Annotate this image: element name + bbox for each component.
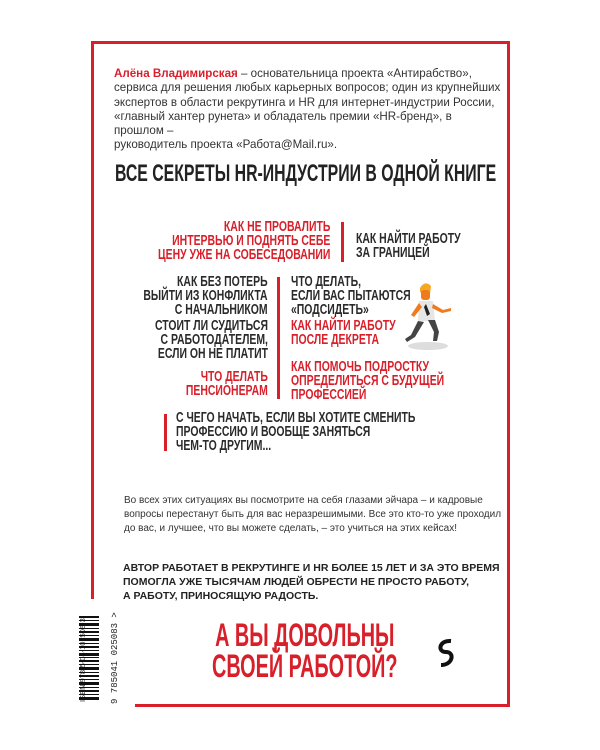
headline: ВСЕ СЕКРЕТЫ HR-ИНДУСТРИИ В ОДНОЙ КНИГЕ [115, 160, 497, 187]
summary-paragraph: Во всех этих ситуациях вы посмотрите на себя глазами эйчара – и кадровые вопросы перестанут быть для вас неразрешимыми. Все это кто-то уже проходил до вас, и лучшее, что вы можете сделать, – это учиться на этих кейсах! [124, 495, 502, 534]
divider-bar [164, 414, 167, 451]
topic-interview: КАК НЕ ПРОВАЛИТЬ ИНТЕРВЬЮ И ПОДНЯТЬ СЕБЕ ЦЕНУ УЖЕ НА СОБЕСЕДОВАНИИ [157, 219, 330, 263]
author-name: Алёна Владимирская [114, 67, 238, 80]
author-experience-note: АВТОР РАБОТАЕТ В РЕКРУТИНГЕ И HR БОЛЕЕ 15 ЛЕТ И ЗА ЭТО ВРЕМЯ ПОМОГЛА УЖЕ ТЫСЯЧАМ ЛЮДЕЙ ОБРЕСТИ НЕ ПРОСТО РАБОТУ, А РАБОТУ, ПРИНОСЯЩУЮ РАДОСТЬ. [123, 562, 500, 602]
bio-line: руководитель проекта «Работа@Mail.ru». [114, 138, 338, 152]
author-bio [114, 67, 504, 153]
frame-right-line [507, 41, 510, 707]
bio-line: сервиса для решения любых карьерных вопросов; один из крупнейших [114, 81, 501, 95]
frame-left-line [91, 41, 94, 599]
topic-maternity: КАК НАЙТИ РАБОТУ ПОСЛЕ ДЕКРЕТА [291, 318, 396, 348]
bio-line: экспертов в области рекрутинга и HR для интернет-индустрии России, [114, 95, 495, 109]
bio-line: «главный хантер рунета» и обладатель премии «HR-бренд», в прошлом – [114, 109, 452, 138]
isbn-label-wrap [68, 612, 78, 704]
frame-bottom-line [135, 704, 510, 707]
topic-conflict: КАК БЕЗ ПОТЕРЬ ВЫЙТИ ИЗ КОНФЛИКТА С НАЧАЛЬНИКОМ [143, 274, 268, 318]
topic-pensioners: ЧТО ДЕЛАТЬ ПЕНСИОНЕРАМ [186, 369, 268, 399]
running-man-illustration [395, 280, 465, 352]
barcode-bars [79, 616, 99, 702]
closing-question: А ВЫ ДОВОЛЬНЫ СВОЕЙ РАБОТОЙ? [212, 617, 398, 684]
barcode-digits: 9 785041 025083 > [110, 612, 120, 704]
bio-line: – основательница проекта «Антирабство», [237, 67, 472, 80]
topic-sue: СТОИТ ЛИ СУДИТЬСЯ С РАБОТОДАТЕЛЕМ, ЕСЛИ ОН НЕ ПЛАТИТ [154, 318, 268, 362]
divider-bar [277, 277, 280, 399]
barcode-digits-wrap [100, 612, 120, 704]
barcode [62, 612, 122, 704]
topic-teen: КАК ПОМОЧЬ ПОДРОСТКУ ОПРЕДЕЛИТЬСЯ С БУДУЩЕЙ ПРОФЕССИЕЙ [291, 359, 445, 403]
topic-change: С ЧЕГО НАЧАТЬ, ЕСЛИ ВЫ ХОТИТЕ СМЕНИТЬ ПРОФЕССИЮ И ВООБЩЕ ЗАНЯТЬСЯ ЧЕМ-ТО ДРУГИМ... [176, 410, 416, 454]
topic-abroad: КАК НАЙТИ РАБОТУ ЗА ГРАНИЦЕЙ [356, 231, 461, 261]
topic-undermine: ЧТО ДЕЛАТЬ, ЕСЛИ ВАС ПЫТАЮТСЯ «ПОДСИДЕТЬ» [291, 274, 411, 318]
divider-bar [341, 222, 344, 262]
publisher-logo-icon [435, 638, 457, 668]
frame-top-line [91, 41, 510, 44]
